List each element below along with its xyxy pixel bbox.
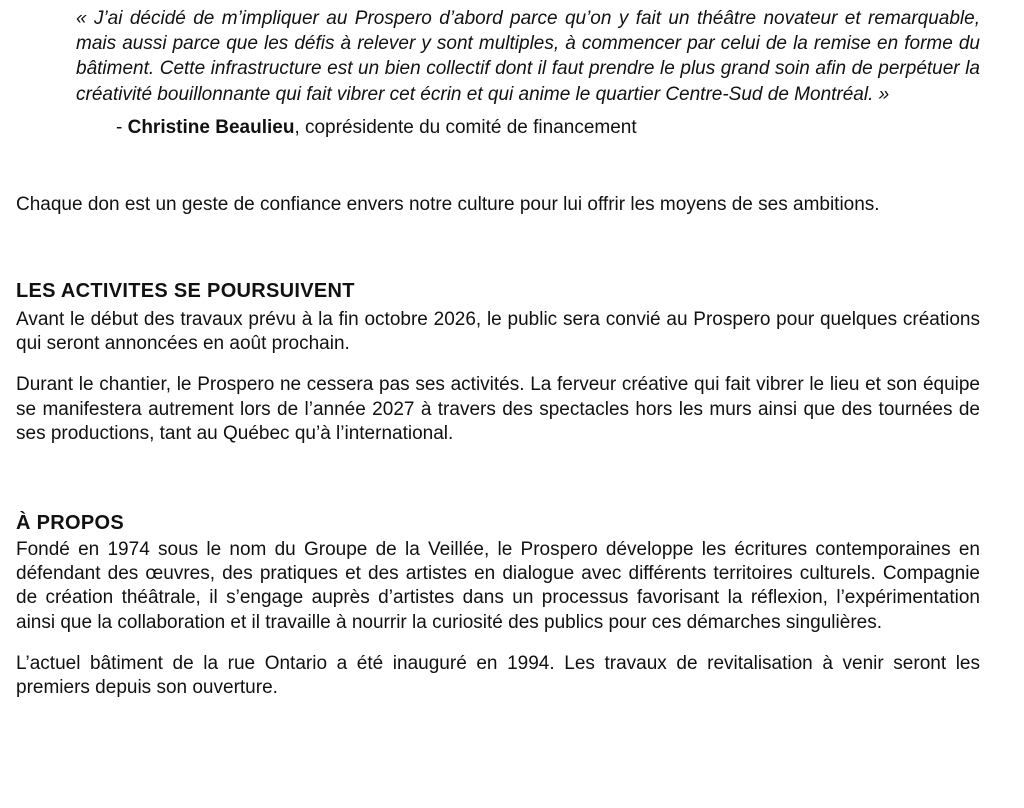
document-page xyxy=(16,6,980,700)
section-heading-activites: LES ACTIVITES SE POURSUIVENT xyxy=(16,280,355,303)
paragraph-chantier: Durant le chantier, le Prospero ne cessera pas ses activités. La ferveur créative qui fait vibrer le lieu et son équipe se manifestera autrement lors de l’année 2027 à travers des spectacles hors les murs ainsi que des tournées de ses productions, tant au Québec qu’à l’international. xyxy=(16,374,980,444)
paragraph-batiment: L’actuel bâtiment de la rue Ontario a été inauguré en 1994. Les travaux de revitalisation à venir seront les premiers depuis son ouverture. xyxy=(16,652,980,699)
paragraph-travaux: Avant le début des travaux prévu à la fin octobre 2026, le public sera convié au Prospero pour quelques créations qui seront annoncées en août prochain. xyxy=(16,309,980,355)
attribution-role: , coprésidente du comité de financement xyxy=(294,116,637,138)
quote-text: « J’ai décidé de m’impliquer au Prospero d’abord parce qu’on y fait un théâtre novateur et remarquable, mais aussi parce que les défis à relever y sont multiples, à commencer par celui de la remise en forme du bâtiment. Cette infrastructure est un bien collectif dont il faut prendre le plus grand soin afin de perpétuer la créativité bouillonnante qui fait vibrer cet écrin et qui anime le quartier Centre-Sud de Montréal. » xyxy=(76,8,980,105)
attribution-name: Christine Beaulieu xyxy=(127,116,295,138)
attribution-prefix: - xyxy=(116,116,128,138)
intro-paragraph: Chaque don est un geste de confiance envers notre culture pour lui offrir les moyens de ses ambitions. xyxy=(16,193,880,215)
paragraph-fondation: Fondé en 1974 sous le nom du Groupe de la Veillée, le Prospero développe les écritures contemporaines en défendant des œuvres, des pratiques et des artistes en dialogue avec différents territoires culturels. Compagnie de création théâtrale, il s’engage auprès d’artistes dans un processus favorisant la réflexion, l’expérimentation ainsi que la collaboration et il travaille à nourrir la curiosité des publics pour ces démarches singulières. xyxy=(16,539,980,633)
section-heading-a-propos: À PROPOS xyxy=(16,512,124,535)
quote-attribution xyxy=(116,115,980,140)
